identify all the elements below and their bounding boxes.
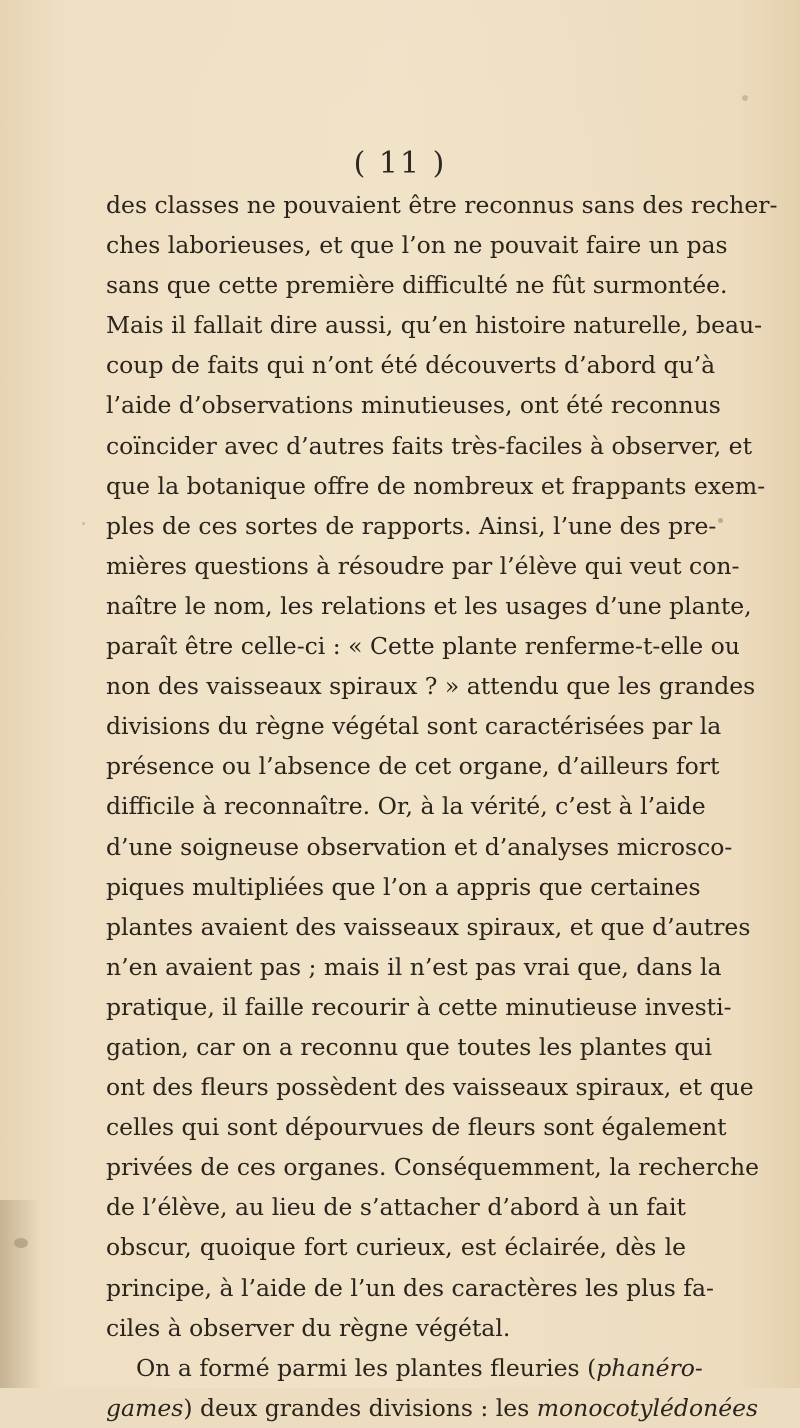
text-line: l’aide d’observations minutieuses, ont été reconnus	[106, 391, 721, 420]
text-line: paraît être celle-ci : « Cette plante renferme-t-elle ou	[106, 632, 740, 661]
text-line: coup de faits qui n’ont été découverts d’abord qu’à	[106, 351, 716, 380]
paper-speck	[718, 518, 723, 523]
paper-speck	[742, 95, 748, 101]
text-line: divisions du règne végétal sont caractérisées par la	[106, 712, 722, 741]
text-line: ples de ces sortes de rapports. Ainsi, l’une des pre-	[106, 511, 717, 540]
text-span: On a formé parmi les plantes fleuries (	[136, 1353, 597, 1382]
text-line: piques multipliées que l’on a appris que certaines	[106, 872, 701, 901]
text-line: que la botanique offre de nombreux et frappants exem-	[106, 471, 766, 500]
page-number: ( 11 )	[353, 146, 447, 181]
text-line: mières questions à résoudre par l’élève qui veut con-	[106, 551, 740, 580]
text-line: privées de ces organes. Conséquemment, la recherche	[106, 1153, 759, 1182]
text-line: pratique, il faille recourir à cette minutieuse investi-	[106, 992, 732, 1021]
text-line: principe, à l’aide de l’un des caractères les plus fa-	[106, 1273, 714, 1302]
italic-term: monocotylédonées	[536, 1393, 759, 1422]
italic-term: games	[106, 1393, 184, 1422]
text-line: gation, car on a reconnu que toutes les plantes qui	[106, 1032, 713, 1061]
text-line: présence ou l’absence de cet organe, d’ailleurs fort	[106, 752, 720, 781]
text-line: ciles à observer du règne végétal.	[106, 1313, 511, 1342]
text-span: ) deux grandes divisions : les	[183, 1393, 537, 1422]
body-text	[106, 185, 778, 1428]
paper-speck	[82, 522, 85, 525]
text-line: difficile à reconnaître. Or, à la vérité, c’est à l’aide	[106, 792, 706, 821]
text-line: d’une soigneuse observation et d’analyses microsco-	[106, 832, 733, 861]
text-line: Mais il fallait dire aussi, qu’en histoire naturelle, beau-	[106, 311, 763, 340]
text-line: coïncider avec d’autres faits très-faciles à observer, et	[106, 431, 753, 460]
text-line: ont des fleurs possèdent des vaisseaux spiraux, et que	[106, 1073, 754, 1102]
text-line: des classes ne pouvaient être reconnus sans des recher-	[106, 191, 778, 219]
text-line: naître le nom, les relations et les usages d’une plante,	[106, 591, 752, 620]
text-line: plantes avaient des vaisseaux spiraux, et que d’autres	[106, 912, 751, 941]
text-line: sans que cette première difficulté ne fût surmontée.	[106, 271, 728, 300]
text-line: obscur, quoique fort curieux, est éclairée, dès le	[106, 1233, 686, 1262]
text-line: non des vaisseaux spiraux ? » attendu que les grandes	[106, 672, 756, 701]
italic-term: phanéro-	[596, 1353, 703, 1382]
text-line	[106, 1348, 703, 1388]
text-line: celles qui sont dépourvues de fleurs sont également	[106, 1113, 727, 1142]
page-edge-stain	[0, 1200, 40, 1388]
text-line: ches laborieuses, et que l’on ne pouvait faire un pas	[106, 231, 728, 260]
text-line: de l’élève, au lieu de s’attacher d’abord à un fait	[106, 1193, 686, 1222]
text-line: n’en avaient pas ; mais il n’est pas vrai que, dans la	[106, 952, 722, 981]
text-line	[106, 1388, 759, 1428]
